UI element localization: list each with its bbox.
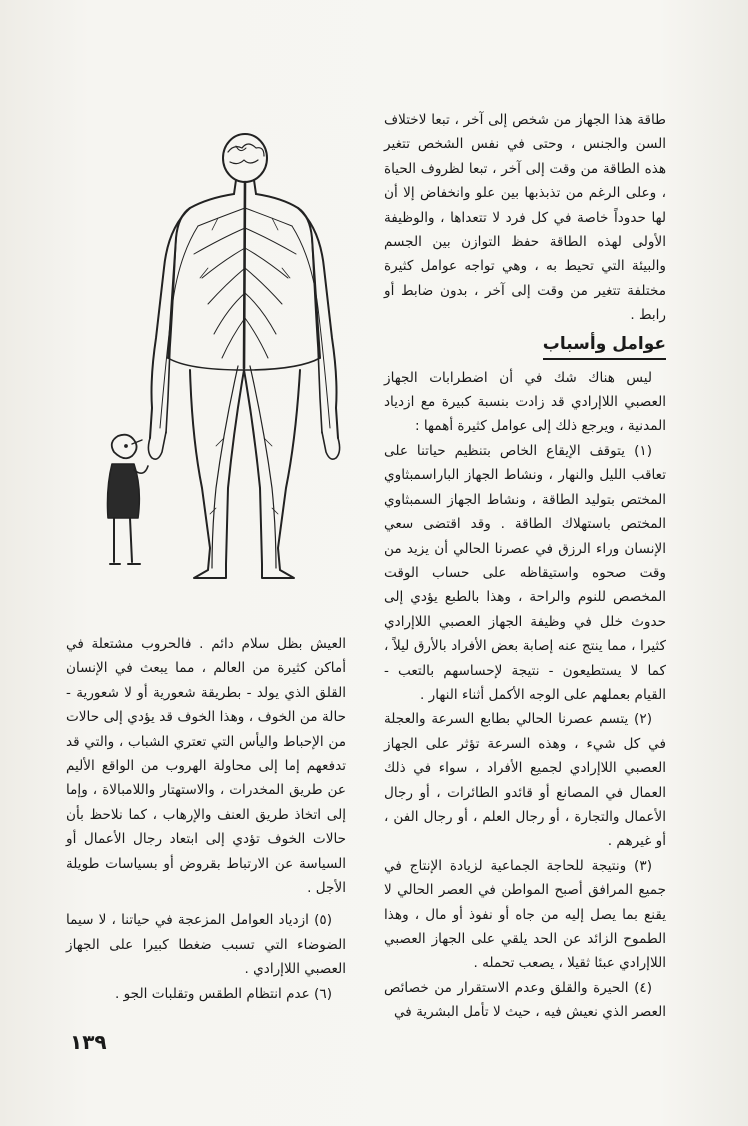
right-column [384, 108, 666, 1025]
intro-paragraph: طاقة هذا الجهاز من شخص إلى آخر ، تبعا لاختلاف السن والجنس ، وحتى في نفس الشخص تتغير هذه الطاقة من وقت إلى آخر ، تبعا لظروف الحياة ، وعلى الرغم من تذبذبها بين علو وانخفاض إلا أن لها حدوداً خاصة في كل فرد لا تتعداها ، والوظيفة الأولى لهذه الطاقة حفظ التوازن بين الجسم والبيئة التي تحيط به ، وهي تواجه عوامل كثيرة مختلفة تتغير من وقت إلى آخر ، بدون ضابط أو رابط . [384, 112, 666, 324]
left-column [66, 632, 346, 1006]
page-number: ١٣٩ [70, 1030, 107, 1054]
section-heading: عوامل وأسباب [543, 332, 666, 360]
nervous-system-figure [98, 108, 366, 584]
list-item-2: (٢) يتسم عصرنا الحالي بطابع السرعة والعجلة في كل شيء ، وهذه السرعة تؤثر على الجهاز العصبي اللاإرادي لجميع الأفراد ، سواء في ذلك العمال في المصانع أو قائدو الطائرات ، أو رجال الأعمال والتجارة ، أو رجال العلم ، أو رجال الفن ، أو غيرهم . [384, 711, 666, 850]
paragraph-1: ليس هناك شك في أن اضطرابات الجهاز العصبي اللاإرادي قد زادت بنسبة كبيرة مع ازدياد المدنية ، ويرجع ذلك إلى عوامل كثيرة أهمها : [384, 369, 666, 435]
list-item-1: (١) يتوقف الإيقاع الخاص بتنظيم حياتنا على تعاقب الليل والنهار ، ونشاط الجهاز الباراسمبثاوي المختص بتوليد الطاقة ، ونشاط الجهاز السمبثاوي المختص باستهلاك الطاقة . وقد اقتضى سعي الإنسان وراء الرزق في عصرنا الحالي أن يزيد من وقت صحوه واستيقاظه على حساب الوقت المخصص للنوم والراحة ، وهذا بالطبع يؤدي إلى حدوث خلل في وظيفة الجهاز العصبي اللاإرادي كثيرا ، مما ينتج عنه إصابة بعض الأفراد بالأرق ليلاً ، كما لا يستطيعون - نتيجة لإحساسهم بالتعب - القيام بعملهم على الوجه الأكمل أثناء النهار . [384, 442, 666, 703]
list-item-4: (٤) الحيرة والقلق وعدم الاستقرار من خصائص العصر الذي نعيش فيه ، حيث لا تأمل البشرية في [384, 979, 666, 1021]
human-nervous-system-illustration [148, 134, 339, 578]
small-man-figure [108, 435, 149, 564]
list-item-6: (٦) عدم انتظام الطقس وتقلبات الجو . [115, 985, 332, 1002]
list-item-3: (٣) ونتيجة للحاجة الجماعية لزيادة الإنتاج في جميع المرافق أصبح المواطن في العصر الحالي لا يقنع بما يصل إليه من جاه أو نفوذ أو مال ، وهذا الطموح الزائد عن الحد يلقي على الجهاز العصبي اللاإرادي عبئا ثقيلا ، يصعب تحمله . [384, 857, 666, 972]
list-item-5: (٥) ازدياد العوامل المزعجة في حياتنا ، لا سيما الضوضاء التي تسبب ضغطا كبيرا على الجهاز العصبي اللاإرادي . [66, 912, 346, 978]
continued-paragraph: العيش بظل سلام دائم . فالحروب مشتعلة في أماكن كثيرة من العالم ، مما يبعث في الإنسان القلق الذي يولد - بطريقة شعورية أو لا شعورية - حالة من الخوف ، وهذا الخوف قد يؤدي إلى حالات من الإحباط واليأس التي تعتري الشباب ، والتي قد تدفعهم إما إلى محاولة الهروب من الواقع الأليم عن طريق المخدرات ، والاستهتار واللامبالاة ، وإما إلى اتخاذ طريق العنف والإرهاب ، كما نلاحظ بأن حالات الخوف تؤدي إلى ابتعاد رجال الأعمال أو السياسة عن الارتباط بقروض أو بسياسات طويلة الأجل . [66, 636, 346, 897]
